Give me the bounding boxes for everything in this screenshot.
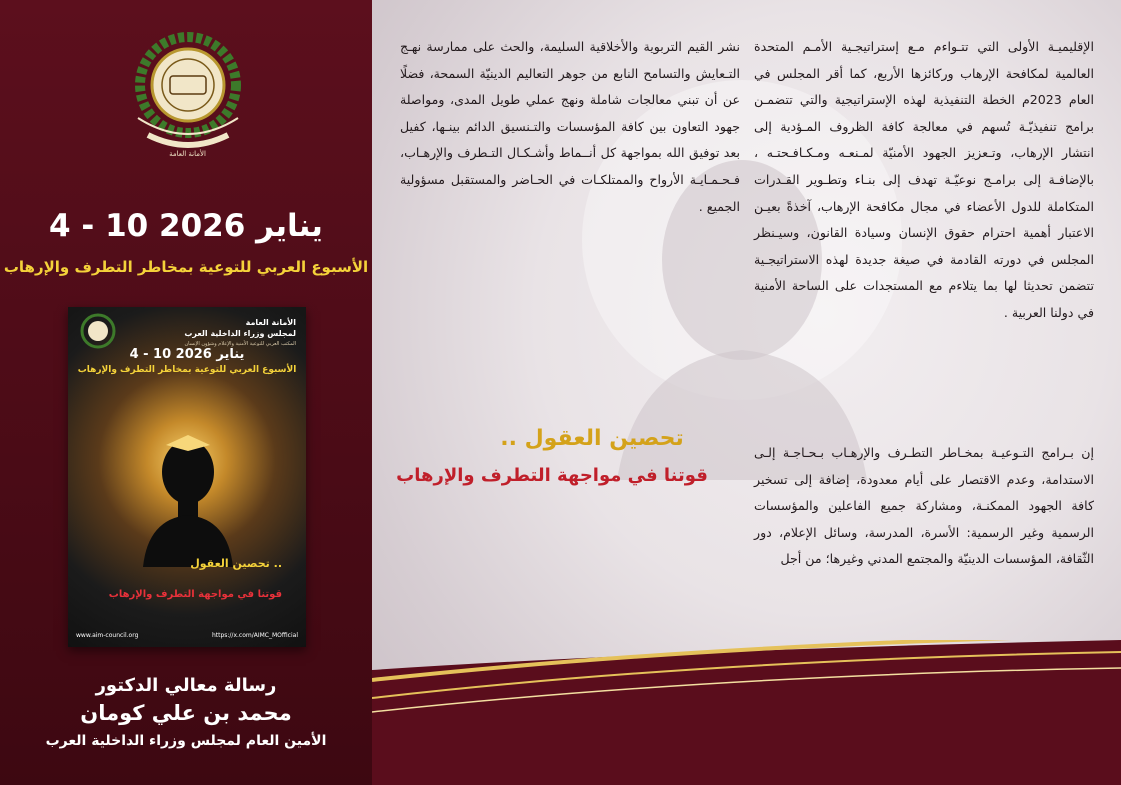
highlight-subtitle: قوتنا في مواجهة التطرف والإرهاب [396, 465, 708, 486]
poster-date: 4 - 10 يناير 2026 [129, 347, 245, 362]
poster-org-line1: الأمانة العامة [245, 318, 296, 327]
bottom-wave-decoration [372, 640, 1121, 785]
poster-website[interactable]: www.aim-council.org [76, 632, 139, 639]
message-heading: رسالة معالي الدكتور [95, 675, 277, 696]
poster-logo-icon [80, 313, 116, 349]
event-title: الأسبوع العربي للتوعية بمخاطر التطرف والإرهاب [3, 258, 369, 276]
poster-org [146, 317, 296, 339]
highlight-title: تحصين العقول .. [500, 426, 684, 451]
council-emblem-icon [118, 30, 258, 160]
poster-org-sub: المكتب العربي للتوعية الأمنية والإعلام وشؤون الإنسان [184, 341, 296, 347]
poster-title1: تحصين العقول .. [190, 557, 282, 570]
head-silhouette-icon [138, 427, 238, 567]
poster-title2: قوتنا في مواجهة التطرف والإرهاب [108, 589, 282, 600]
event-poster [68, 307, 306, 647]
body-text-right-bottom: إن بـرامج التـوعيـة بمخـاطر التطـرف والإرهـاب بـحـاجـة إلـى الاستدامة، وعدم الاقتصار على أيام معدودة، إضافة إلى تسخير كافة الجهود الممكنـة، ومشاركة جميع الفاعلين والمؤسسات الرسمية وغير الرسمية: الأسرة، المدرسة، وسائل الإعلام، دور الثّقافة، المؤسسات الدينيّة والمجتمع المدني وغيرها؛ من أجل [754, 445, 1094, 567]
poster-org-line2: لمجلس وزراء الداخلية العرب [184, 329, 296, 338]
poster-week: الأسبوع العربي للتوعية بمخاطر التطرف والإرهاب [77, 365, 297, 375]
body-text-left-top: نشر القيم التربوية والأخلاقية السليمة، والحث على ممارسة نهـج التـعايش والتسامح النابع من جوهر التعاليم الدينيّة السمحة، فضلًا عن أن تبني معالجات شاملة ونهج عملي طويل المدى، ومواصلة جهود التعاون بين كافة المؤسسات والتـنسيق الدائم بينـها، كفيل بعد توفيق الله بمواجهة كل أنــماط وأشـكـال التـطرف والإرهـاب، فـحـمـايـة الأرواح والممتلكـات في الحـاضر والمستقبل مسؤولية الجميع . [400, 39, 740, 214]
event-date: 4 - 10 يناير 2026 [49, 208, 323, 244]
emblem-caption: الأمانة العامة [169, 150, 206, 158]
poster-x-link[interactable]: https://x.com/AIMC_MOfficial [211, 632, 298, 639]
author-name: محمد بن علي كومان [80, 701, 292, 725]
body-text-right-top: الإقليميـة الأولى التي تتـواءم مـع إستراتيجـية الأمـم المتحدة العالمية لمكافحة الإرهاب وركائزها الأربع، كما أقر المجلس في العام 2023م الخطة التنفيذية لهذه الإستراتيجية والتي تتضمـن برامج تنفيذيّـة تُسهم في معالجة كافة الظروف المـؤدية إلى انتشار الإرهاب، وتـعزيز الجهود الأمنيّة لمـنعـه ومـكـافـحتـه ، بالإضافـة إلى برامـج نوعيّـة تهدف إلى بنـاء وتطـوير القـدرات المتكاملة للدول الأعضاء في مجال مكافحة الإرهاب، آخذةً بعيـن الاعتبار أهمية احترام حقوق الإنسان وسيادة القانون، وسيـنظر المجلس في دورته القادمة في صيغة جديدة لهذه الاستراتيجـية تتضمن تحديثا لها بما يتلاءم مع المستجدات على الساحة الأمنية في دولنا العربية . [754, 39, 1094, 320]
left-panel [0, 0, 372, 785]
author-position: الأمين العام لمجلس وزراء الداخلية العرب [45, 733, 327, 749]
right-panel [372, 0, 1121, 785]
